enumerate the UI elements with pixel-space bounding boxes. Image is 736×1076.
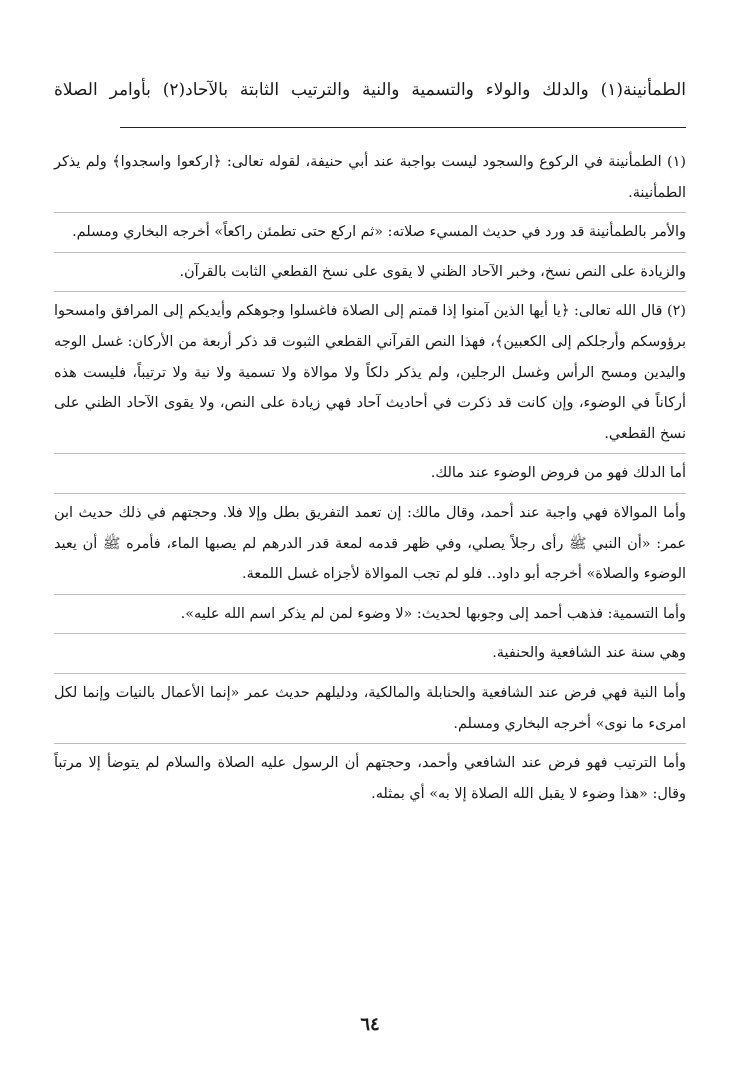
footnote-1-paragraph: (١) الطمأنينة في الركوع والسجود ليست بواجبة عند أبي حنيفة، لقوله تعالى: ﴿اركعوا واسجدوا﴾ ولم يذكر الطمأنينة. bbox=[54, 147, 686, 213]
book-page bbox=[54, 0, 686, 1076]
footnote-separator bbox=[120, 127, 686, 128]
footnote-2-paragraph: وأما التسمية: فذهب أحمد إلى وجوبها لحديث: «لا وضوء لمن لم يذكر اسم الله عليه». bbox=[54, 599, 686, 635]
footnote-2-paragraph: وأما الترتيب فهو فرض عند الشافعي وأحمد، وحجتهم أن الرسول عليه الصلاة والسلام لم يتوضأ إلا مرتباً وقال: «هذا وضوء لا يقبل الله الصلاة إلا به» أي بمثله. bbox=[54, 755, 686, 802]
footnote-2-paragraph: أما الدلك فهو من فروض الوضوء عند مالك. bbox=[54, 458, 686, 494]
footnotes-section bbox=[54, 147, 686, 811]
page-number: ٦٤ bbox=[360, 1014, 380, 1035]
footnote-2-paragraph: (٢) قال الله تعالى: ﴿يا أيها الذين آمنوا إذا قمتم إلى الصلاة فاغسلوا وجوهكم وأيديكم إلى المرافق وامسحوا برؤوسكم وأرجلكم إلى الكعبين﴾، فهذا النص القرآني القطعي الثبوت قد ذكر أربعة من الأركان: غسل الوجه واليدين ومسح الرأس وغسل الرجلين، ولم يذكر دلكاً ولا موالاة ولا تسمية ولا نية ولا ترتيباً، فليست هذه أركاناً في الوضوء، وإن كانت قد ذكرت في أحاديث آحاد فهي زيادة على النص، ولا يقوى الآحاد الظني على نسخ القطعي. bbox=[54, 296, 686, 454]
footnote-2-paragraph: وأما الموالاة فهي واجبة عند أحمد، وقال مالك: إن تعمد التفريق بطل وإلا فلا. وحجتهم في ذلك حديث ابن عمر: «أن النبي ﷺ رأى رجلاً يصلي، وفي ظهر قدمه لمعة قدر الدرهم لم يصبها الماء، فأمره ﷺ أن يعيد الوضوء والصلاة» أخرجه أبو داود.. فلو لم تجب الموالاة لأجزاه غسل اللمعة. bbox=[54, 498, 686, 595]
footnote-1-paragraph: والأمر بالطمأنينة قد ورد في حديث المسيء صلاته: «ثم اركع حتى تطمئن راكعاً» أخرجه البخاري ومسلم. bbox=[54, 217, 686, 253]
footnote-2-paragraph: وهي سنة عند الشافعية والحنفية. bbox=[54, 638, 686, 674]
main-text-line: الطمأنينة(١) والدلك والولاء والتسمية والنية والترتيب الثابتة بالآحاد(٢) بأوامر الصلاة bbox=[54, 80, 686, 100]
footnote-1-paragraph: والزيادة على النص نسخ، وخبر الآحاد الظني لا يقوى على نسخ القطعي الثابت بالقرآن. bbox=[54, 257, 686, 293]
footnote-2-paragraph: وأما النية فهي فرض عند الشافعية والحنابلة والمالكية، ودليلهم حديث عمر «إنما الأعمال بالنيات وإنما لكل امرىء ما نوى» أخرجه البخاري ومسلم. bbox=[54, 678, 686, 744]
